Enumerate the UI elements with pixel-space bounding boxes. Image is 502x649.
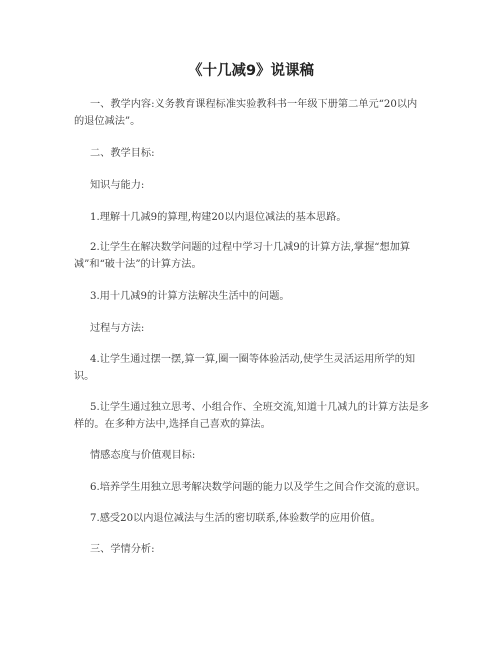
document-title: 《十几减9》说课稿 bbox=[187, 63, 315, 79]
paragraph-line: 减”和“破十法”的计算方法。 bbox=[74, 259, 202, 270]
paragraph-goal-6 bbox=[74, 479, 430, 496]
paragraph-line: 识。 bbox=[74, 371, 95, 382]
paragraph-goal-5 bbox=[74, 399, 430, 433]
paragraph-line: 一、教学内容:义务教育课程标准实验教科书一年级下册第二单元“20以内 bbox=[90, 99, 418, 110]
paragraph-line: 4.让学生通过摆一摆,算一算,圈一圈等体验活动,使学生灵活运用所学的知 bbox=[90, 354, 416, 365]
paragraph-line: 7.感受20以内退位减法与生活的密切联系,体验数学的应用价值。 bbox=[90, 513, 381, 524]
heading-teaching-goals bbox=[74, 145, 430, 162]
paragraph-line: 样的。在多种方法中,选择自己喜欢的算法。 bbox=[74, 419, 271, 430]
paragraph-line: 二、教学目标: bbox=[90, 148, 155, 159]
paragraph-line: 1.理解十几减9的算理,构建20以内退位减法的基本思路。 bbox=[90, 212, 347, 223]
paragraph-line: 三、学情分析: bbox=[90, 544, 155, 555]
paragraph-goal-7 bbox=[74, 510, 430, 527]
paragraph-goal-3 bbox=[74, 288, 430, 305]
paragraph-goal-1 bbox=[74, 209, 430, 226]
paragraph-line: 5.让学生通过独立思考、小组合作、全班交流,知道十几减九的计算方法是多 bbox=[90, 402, 429, 413]
heading-emotion-values bbox=[74, 447, 430, 464]
paragraph-line: 情感态度与价值观目标: bbox=[90, 450, 196, 461]
paragraph-goal-4 bbox=[74, 351, 430, 385]
paragraph-teaching-content bbox=[74, 96, 430, 130]
heading-process-method bbox=[74, 320, 430, 337]
heading-knowledge-ability bbox=[74, 177, 430, 194]
paragraph-line: 6.培养学生用独立思考解决数学问题的能力以及学生之间合作交流的意识。 bbox=[90, 482, 426, 493]
paragraph-line: 知识与能力: bbox=[90, 180, 145, 191]
paragraph-goal-2 bbox=[74, 239, 430, 273]
heading-student-analysis bbox=[74, 541, 430, 558]
paragraph-line: 过程与方法: bbox=[90, 323, 145, 334]
paragraph-line: 2.让学生在解决数学问题的过程中学习十几减9的计算方法,掌握“想加算 bbox=[90, 242, 411, 253]
paragraph-line: 的退位减法”。 bbox=[74, 116, 141, 127]
paragraph-line: 3.用十几减9的计算方法解决生活中的问题。 bbox=[90, 291, 290, 302]
